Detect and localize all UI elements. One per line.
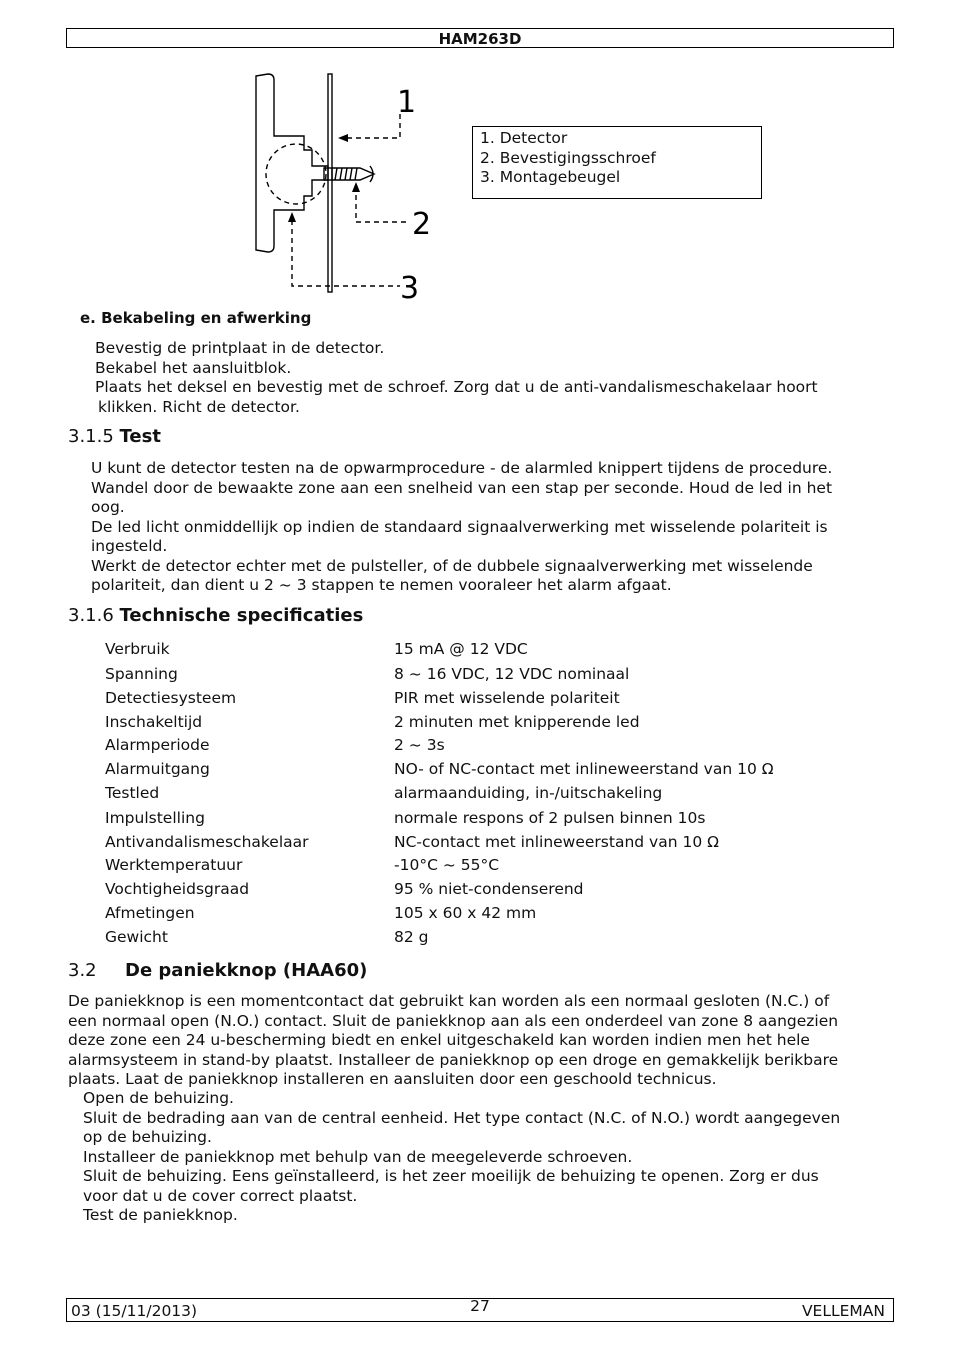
step-line: Test de paniekknop. <box>83 1206 238 1224</box>
spec-label: Spanning <box>105 665 178 683</box>
spec-value: alarmaanduiding, in-/uitschakeling <box>394 784 663 802</box>
spec-label: Detectiesysteem <box>105 689 237 707</box>
body-line: Werkt de detector echter met de pulsteller, of de dubbele signaalverwerking met wisselende <box>91 556 813 575</box>
legend-item: 2. Bevestigingsschroef <box>480 148 656 167</box>
body-line: Plaats het deksel en bevestig met de schroef. Zorg dat u de anti-vandalismeschakelaar hoort <box>95 378 818 396</box>
spec-value: normale respons of 2 pulsen binnen 10s <box>394 809 706 827</box>
spec-value: 2 minuten met knipperende led <box>394 713 640 731</box>
spec-value: 8 ~ 16 VDC, 12 VDC nominaal <box>394 665 630 683</box>
spec-label: Afmetingen <box>105 904 195 922</box>
page-footer <box>66 1298 894 1322</box>
subsection-heading: e. Bekabeling en afwerking <box>80 309 312 327</box>
body-line: klikken. Richt de detector. <box>98 397 300 416</box>
callout-1: 1 <box>397 85 417 120</box>
body-line: U kunt de detector testen na de opwarmprocedure - de alarmled knippert tijdens de procedure. <box>91 459 833 477</box>
spec-label: Impulstelling <box>105 809 205 827</box>
page-header <box>66 28 894 48</box>
body-line: Bevestig de printplaat in de detector. <box>95 339 385 357</box>
legend-item: 1. Detector <box>480 129 568 147</box>
spec-label: Gewicht <box>105 928 168 946</box>
body-line: Bekabel het aansluitblok. <box>95 358 292 377</box>
body-line: De led licht onmiddellijk op indien de standaard signaalverwerking met wisselende polariteit is <box>91 517 828 536</box>
spec-label: Vochtigheidsgraad <box>105 880 250 898</box>
section-title: Technische specificaties <box>119 605 364 626</box>
body-line: ingesteld. <box>91 537 168 555</box>
spec-label: Werktemperatuur <box>105 856 243 874</box>
panic-button-intro <box>68 992 838 1090</box>
section-number: 3.1.5 <box>68 426 114 447</box>
spec-value: 15 mA @ 12 VDC <box>394 640 528 658</box>
page-number: 27 <box>470 1297 490 1315</box>
step-line: voor dat u de cover correct plaatst. <box>83 1186 358 1205</box>
section-number: 3.1.6 <box>68 605 114 626</box>
step-line: op de behuizing. <box>83 1128 212 1146</box>
mounting-diagram-drawing <box>252 70 442 302</box>
step-line: Open de behuizing. <box>83 1089 234 1107</box>
callout-3: 3 <box>400 271 420 302</box>
section-heading-panic-button <box>68 960 367 982</box>
body-line: plaats. Laat de paniekknop installeren en aansluiten door een geschoold technicus. <box>68 1070 717 1088</box>
legend-item: 3. Montagebeugel <box>480 168 621 186</box>
spec-label: Alarmperiode <box>105 736 210 754</box>
body-line: alarmsysteem in stand-by plaatst. Installeer de paniekknop op een droge en gemakkelijk berikbare <box>68 1050 839 1069</box>
body-line: polariteit, dan dient u 2 ~ 3 stappen te nemen vooraleer het alarm afgaat. <box>91 576 672 594</box>
spec-label: Antivandalismeschakelaar <box>105 833 309 851</box>
section-title: De paniekknop (HAA60) <box>125 960 368 981</box>
brand-name: VELLEMAN <box>801 1302 885 1320</box>
spec-label: Inschakeltijd <box>105 713 203 731</box>
diagram-legend <box>472 126 762 199</box>
spec-value: 105 x 60 x 42 mm <box>394 904 537 922</box>
section-number: 3.2 <box>68 960 97 981</box>
mounting-diagram <box>252 70 442 302</box>
section-heading-test <box>68 426 161 448</box>
step-line: Sluit de bedrading aan van de central eenheid. Het type contact (N.C. of N.O.) wordt aangegeven <box>83 1108 841 1127</box>
step-line: Installeer de paniekknop met behulp van de meegeleverde schroeven. <box>83 1147 633 1166</box>
spec-value: 82 g <box>394 928 429 946</box>
spec-value: 95 % niet-condenserend <box>394 880 584 898</box>
spec-value: -10°C ~ 55°C <box>394 856 500 874</box>
section-e-body <box>95 339 818 417</box>
panic-button-steps <box>83 1089 840 1226</box>
section-test-body <box>91 459 832 596</box>
spec-value: 2 ~ 3s <box>394 736 445 754</box>
spec-label: Alarmuitgang <box>105 760 210 778</box>
body-line: een normaal open (N.O.) contact. Sluit de paniekknop aan als een onderdeel van zone 8 aangezien <box>68 1011 839 1030</box>
callout-2: 2 <box>412 207 432 242</box>
section-heading-specs <box>68 605 363 627</box>
spec-value: PIR met wisselende polariteit <box>394 689 620 707</box>
document-version: 03 (15/11/2013) <box>71 1302 198 1320</box>
section-title: Test <box>119 426 161 447</box>
spec-value: NC-contact met inlineweerstand van 10 Ω <box>394 833 719 851</box>
spec-value: NO- of NC-contact met inlineweerstand van 10 Ω <box>394 760 774 778</box>
body-line: deze zone een 24 u-bescherming biedt en enkel uitgeschakeld kan worden indien men het hele <box>68 1031 810 1049</box>
step-line: Sluit de behuizing. Eens geïnstalleerd, is het zeer moeilijk de behuizing te openen. Zorg er dus <box>83 1167 819 1185</box>
body-line: oog. <box>91 498 125 516</box>
spec-label: Verbruik <box>105 640 170 658</box>
body-line: De paniekknop is een momentcontact dat gebruikt kan worden als een normaal gesloten (N.C.) of <box>68 992 830 1010</box>
body-line: Wandel door de bewaakte zone aan een snelheid van een stap per seconde. Houd de led in het <box>91 478 833 497</box>
model-title: HAM263D <box>438 30 522 48</box>
spec-label: Testled <box>105 784 160 802</box>
